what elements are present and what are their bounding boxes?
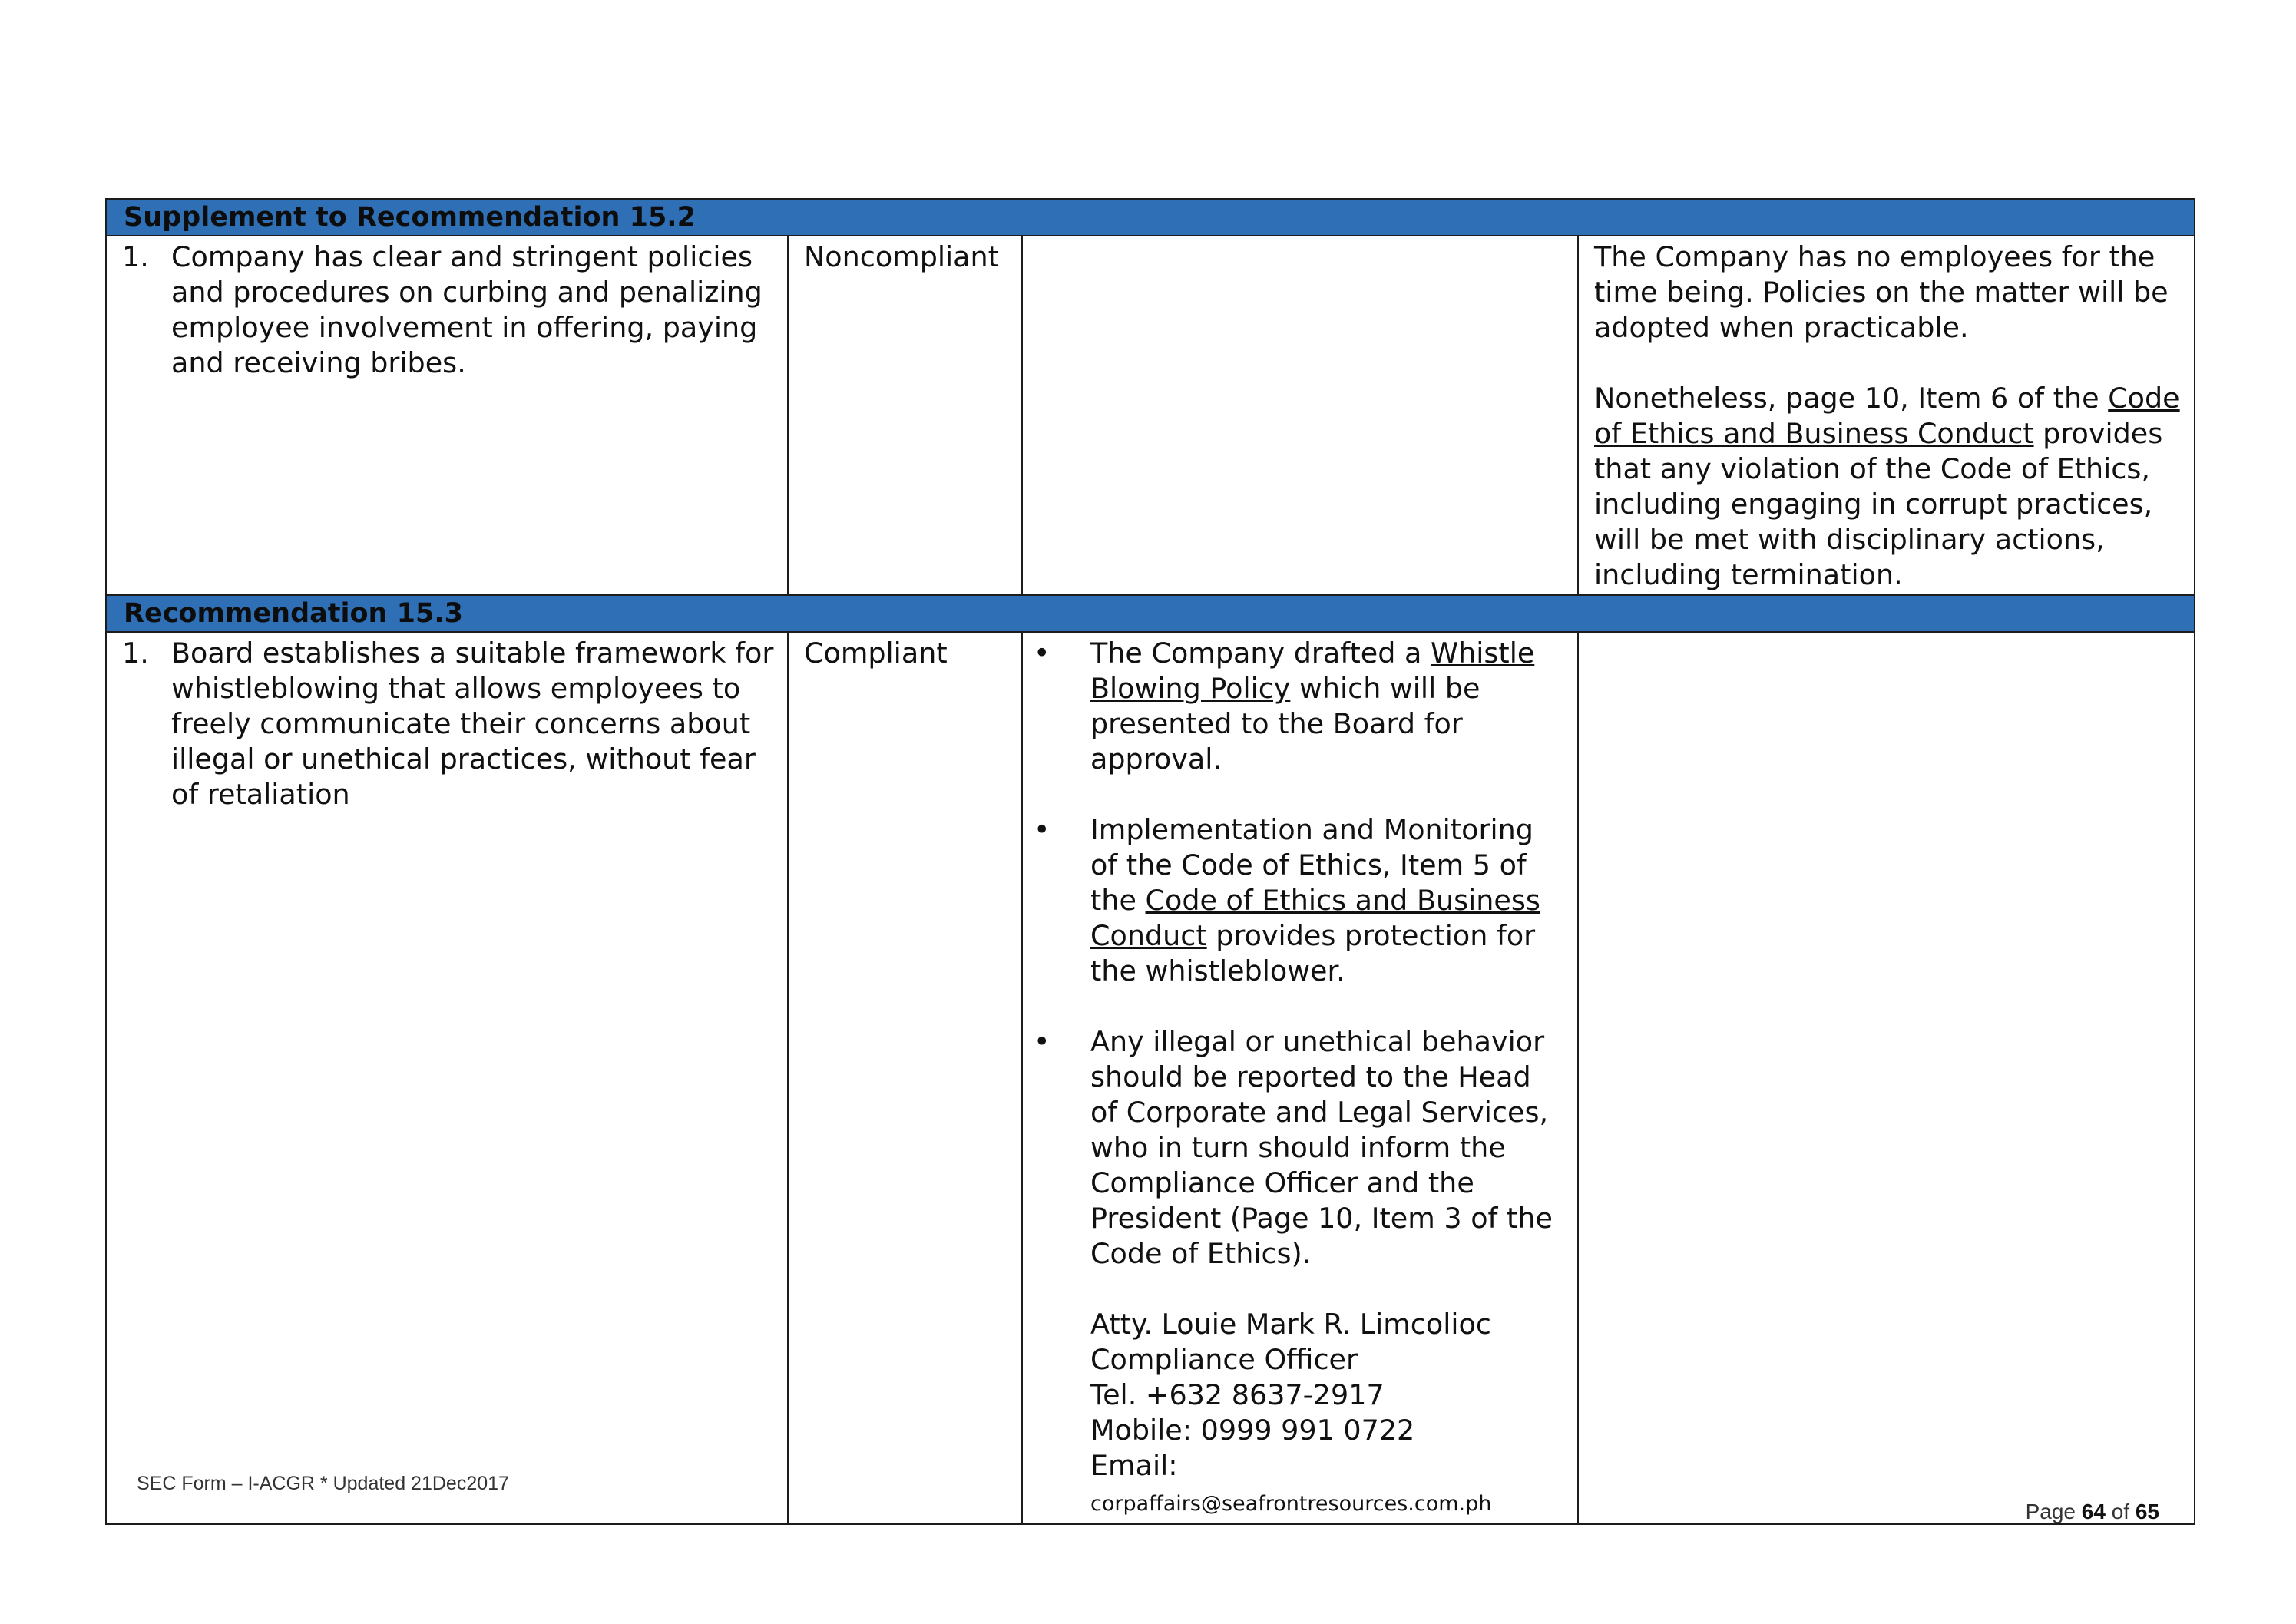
section-header-recommendation-15-3 — [106, 595, 2195, 632]
item-number: 1. — [122, 240, 149, 273]
explanation-paragraph: Nonetheless, page 10, Item 6 of the Code of Ethics and Business Conduct provides that any violation of the Code of Ethics, including engaging in corrupt practices, will be met with disciplinary actions, including termination. — [1594, 382, 2180, 591]
bullet-text: Any illegal or unethical behavior should be reported to the Head of Corporate and Legal Services, who in turn should inform the Compliance Officer and the President (Page 10, Item 3 of the Code of Ethics). — [1090, 1025, 1553, 1270]
email-link[interactable]: corpaffairs@seafrontresources.com.ph — [1090, 1492, 1492, 1516]
bullet-icon: • — [1034, 637, 1050, 670]
bullet-icon: • — [1034, 813, 1050, 846]
whistle-blowing-policy-link[interactable]: Whistle Blowing Policy — [1090, 637, 1535, 705]
contact-email: Email: corpaffairs@seafrontresources.com.ph — [1090, 1449, 1492, 1516]
details-bullet-list — [1034, 636, 1567, 1522]
explanation-cell — [1578, 632, 2195, 1524]
section-header-text: Recommendation 15.3 — [106, 595, 2195, 632]
item-text: Board establishes a suitable framework for whistleblowing that allows employees to freely communicate their concerns about illegal or unethical practices, without fear of retaliation — [171, 637, 774, 811]
table-row — [106, 236, 2195, 595]
item-number: 1. — [122, 637, 149, 670]
details-cell — [1022, 236, 1578, 595]
contact-title: Compliance Officer — [1090, 1343, 1358, 1376]
contact-tel: Tel. +632 8637-2917 — [1090, 1378, 1385, 1411]
page-number: Page 64 of 65 — [2025, 1500, 2159, 1523]
contact-name: Atty. Louie Mark R. Limcolioc — [1090, 1308, 1491, 1341]
recommendation-cell — [106, 632, 788, 1524]
form-footer-label: SEC Form – I-ACGR * Updated 21Dec2017 — [137, 1473, 509, 1494]
explanation-cell — [1578, 236, 2195, 595]
governance-table — [105, 198, 2195, 1525]
compliance-status: Noncompliant — [788, 236, 1022, 595]
code-of-ethics-link[interactable]: Code of Ethics and Business Conduct — [1090, 884, 1540, 952]
table-row — [106, 632, 2195, 1524]
section-header-text: Supplement to Recommendation 15.2 — [106, 199, 2195, 236]
contact-mobile: Mobile: 0999 991 0722 — [1090, 1414, 1415, 1447]
explanation-paragraph: The Company has no employees for the time being. Policies on the matter will be adopted when practicable. — [1594, 240, 2169, 344]
details-cell — [1022, 632, 1578, 1524]
list-item: • Implementation and Monitoring of the Code of Ethics, Item 5 of the Code of Ethics and Business Conduct provides protection for the whistleblower. — [1034, 813, 1540, 987]
compliance-status: Compliant — [788, 632, 1022, 1524]
recommendation-cell — [106, 236, 788, 595]
item-text: Company has clear and stringent policies and procedures on curbing and penalizing employee involvement in offering, paying and receiving bribes. — [171, 240, 763, 379]
list-item — [1034, 1024, 1567, 1522]
code-of-ethics-link[interactable]: Code of Ethics and Business Conduct — [1594, 382, 2180, 450]
section-header-supplement-15-2 — [106, 199, 2195, 236]
list-item: • The Company drafted a Whistle Blowing Policy which will be presented to the Board for approval. — [1034, 637, 1535, 776]
bullet-icon: • — [1034, 1025, 1050, 1058]
